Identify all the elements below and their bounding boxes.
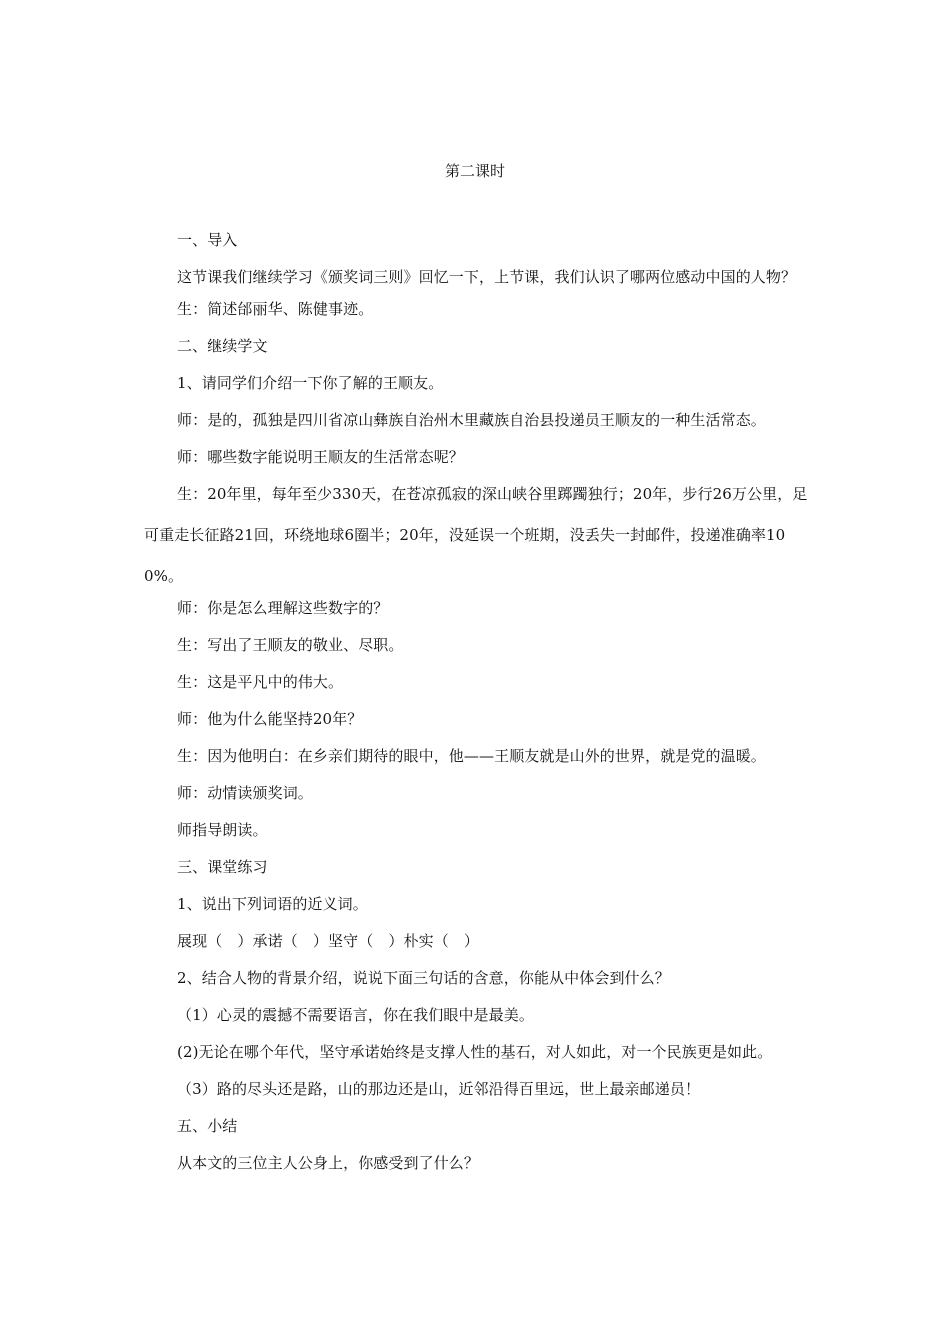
document-title: 第二课时	[444, 162, 505, 180]
paragraph-intro-question: 这节课我们继续学习《颁奖词三则》回忆一下，上节课，我们认识了哪两位感动中国的人物？	[177, 268, 797, 286]
paragraph-summary-question: 从本文的三位主人公身上，你感受到了什么？	[177, 1154, 480, 1172]
section-heading-continue: 二、继续学文	[177, 337, 268, 355]
paragraph-student-4: 生：因为他明白：在乡亲们期待的眼中，他——王顺友就是山外的世界，就是党的温暖。	[177, 747, 766, 765]
document-body	[144, 226, 816, 1186]
paragraph-quote-2: (2)无论在哪个年代，坚守承诺始终是支撑人性的基石，对人如此，对一个民族更是如此。	[177, 1043, 773, 1061]
paragraph-student-numbers: 生：20年里，每年至少330天，在苍凉孤寂的深山峡谷里踯躅独行；20年，步行26万公里，足可重走长征路21回，环绕地球6圈半；20年，没延误一个班期，没丢失一封邮件，投递准确率100%。	[144, 485, 808, 585]
paragraph-student-2: 生：写出了王顺友的敬业、尽职。	[177, 636, 404, 654]
paragraph-teacher-5: 师：动情读颁奖词。	[177, 784, 313, 802]
paragraph-teacher-6: 师指导朗读。	[177, 821, 268, 839]
paragraph-exercise-2: 2、结合人物的背景介绍，说说下面三句话的含意，你能从中体会到什么？	[177, 969, 670, 987]
paragraph-synonym-blanks: 展现（ ）承诺（ ）坚守（ ）朴实（ ）	[177, 932, 480, 950]
paragraph-teacher-4: 师：他为什么能坚持20年？	[177, 710, 363, 728]
paragraph-teacher-1: 师：是的，孤独是四川省凉山彝族自治州木里藏族自治县投递员王顺友的一种生活常态。	[177, 411, 766, 429]
paragraph-quote-1: （1）心灵的震撼不需要语言，你在我们眼中是最美。	[177, 1006, 534, 1024]
paragraph-student-3: 生：这是平凡中的伟大。	[177, 673, 344, 691]
paragraph-student-answer: 生：简述邰丽华、陈健事迹。	[177, 300, 374, 318]
paragraph-teacher-3: 师：你是怎么理解这些数字的？	[177, 599, 389, 617]
section-heading-intro: 一、导入	[177, 231, 238, 249]
paragraph-task-1: 1、请同学们介绍一下你了解的王顺友。	[177, 374, 444, 392]
paragraph-exercise-1: 1、说出下列词语的近义词。	[177, 895, 368, 913]
paragraph-teacher-2: 师：哪些数字能说明王顺友的生活常态呢？	[177, 448, 464, 466]
paragraph-quote-3: （3）路的尽头还是路，山的那边还是山，近邻沿得百里远，世上最亲邮递员！	[177, 1080, 701, 1098]
section-heading-summary: 五、小结	[177, 1117, 238, 1135]
section-heading-practice: 三、课堂练习	[177, 858, 268, 876]
